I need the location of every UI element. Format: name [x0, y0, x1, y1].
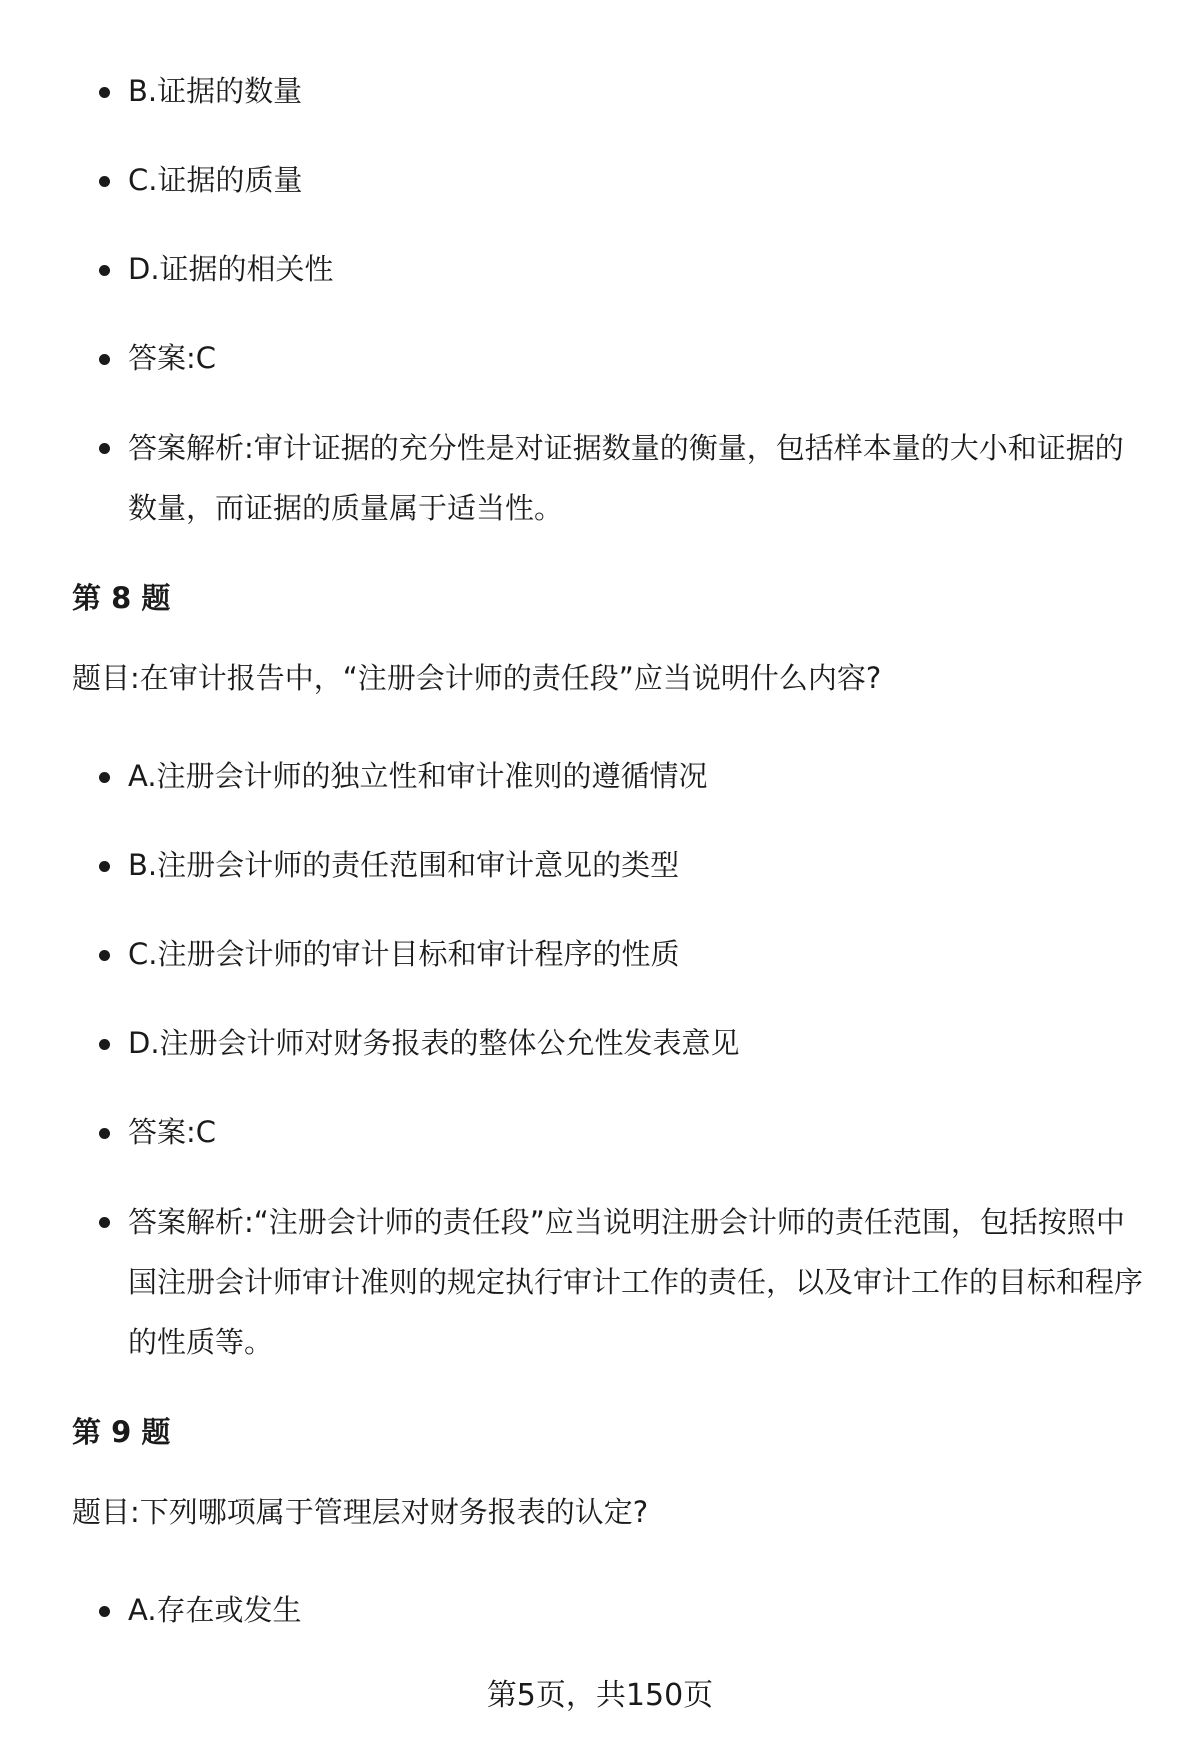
- answer-item: 答案:C: [72, 1103, 1152, 1162]
- page-number: 第5页，共150页: [486, 1678, 714, 1713]
- list-item: C.证据的质量: [72, 151, 1152, 210]
- list-item: B.注册会计师的责任范围和审计意见的类型: [72, 836, 1152, 895]
- question-heading: 第 8 题: [72, 581, 171, 615]
- bullet-icon: [99, 87, 110, 98]
- bullet-icon: [99, 176, 110, 187]
- bullet-icon: [99, 1217, 110, 1228]
- list-item: B.证据的数量: [72, 62, 1152, 121]
- bullet-icon: [99, 1128, 110, 1139]
- bullet-icon: [99, 265, 110, 276]
- bullet-icon: [99, 772, 110, 783]
- answer-item: 答案:C: [72, 329, 1152, 388]
- explanation-item: 答案解析:审计证据的充分性是对证据数量的衡量，包括样本量的大小和证据的数量，而证据的质量属于适当性。: [72, 418, 1152, 538]
- list-item: A.注册会计师的独立性和审计准则的遵循情况: [72, 747, 1152, 806]
- question-text: 题目:在审计报告中，“注册会计师的责任段”应当说明什么内容?: [72, 661, 882, 695]
- bullet-icon: [99, 1606, 110, 1617]
- q8-option-list: [72, 747, 1152, 1372]
- bullet-icon: [99, 861, 110, 872]
- list-item: D.证据的相关性: [72, 240, 1152, 299]
- q7-option-list: [72, 62, 1152, 538]
- bullet-icon: [99, 354, 110, 365]
- bullet-icon: [99, 1039, 110, 1050]
- document-content: [72, 62, 1152, 1670]
- question-heading: 第 9 题: [72, 1415, 171, 1449]
- list-item: A.存在或发生: [72, 1581, 1152, 1640]
- question-text: 题目:下列哪项属于管理层对财务报表的认定?: [72, 1495, 649, 1529]
- bullet-icon: [99, 443, 110, 454]
- list-item: D.注册会计师对财务报表的整体公允性发表意见: [72, 1014, 1152, 1073]
- explanation-item: 答案解析:“注册会计师的责任段”应当说明注册会计师的责任范围，包括按照中国注册会计师审计准则的规定执行审计工作的责任，以及审计工作的目标和程序的性质等。: [72, 1192, 1152, 1372]
- q9-option-list: [72, 1581, 1152, 1640]
- bullet-icon: [99, 950, 110, 961]
- list-item: C.注册会计师的审计目标和审计程序的性质: [72, 925, 1152, 984]
